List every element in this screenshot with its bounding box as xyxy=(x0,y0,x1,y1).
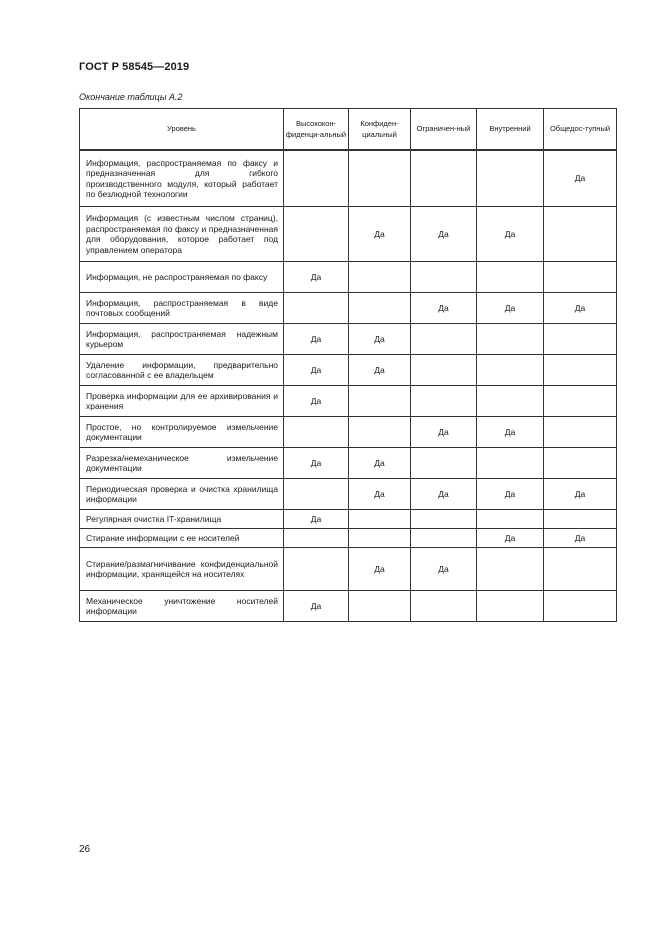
page-number: 26 xyxy=(79,844,91,855)
cell-restricted xyxy=(411,447,477,478)
cell-public: Да xyxy=(544,528,617,547)
cell-internal: Да xyxy=(477,206,544,261)
table-row xyxy=(80,385,617,416)
cell-confidential xyxy=(349,528,411,547)
cell-public xyxy=(544,261,617,292)
cell-internal xyxy=(477,150,544,206)
cell-confidential xyxy=(349,416,411,447)
header-level: Уровень xyxy=(80,109,284,151)
cell-restricted: Да xyxy=(411,292,477,323)
cell-restricted: Да xyxy=(411,416,477,447)
table-row xyxy=(80,261,617,292)
row-level: Стирание/размагничивание конфиденциальной информации, хранящейся на носителях xyxy=(80,547,284,590)
cell-top-secret xyxy=(284,150,349,206)
table-row xyxy=(80,292,617,323)
row-level: Периодическая проверка и очистка хранилища информации xyxy=(80,478,284,509)
cell-confidential xyxy=(349,261,411,292)
cell-public xyxy=(544,547,617,590)
cell-internal: Да xyxy=(477,528,544,547)
table-row xyxy=(80,206,617,261)
row-level: Проверка информации для ее архивирования и хранения xyxy=(80,385,284,416)
cell-internal xyxy=(477,509,544,528)
cell-internal: Да xyxy=(477,478,544,509)
cell-top-secret xyxy=(284,478,349,509)
cell-public: Да xyxy=(544,292,617,323)
row-level: Механическое уничтожение носителей информации xyxy=(80,590,284,621)
classification-table xyxy=(79,108,617,622)
header-top-secret: Высококон-фиденци-альный xyxy=(284,109,349,151)
cell-confidential: Да xyxy=(349,354,411,385)
row-level: Простое, но контролируемое измельчение документации xyxy=(80,416,284,447)
cell-top-secret: Да xyxy=(284,323,349,354)
cell-internal xyxy=(477,385,544,416)
cell-internal: Да xyxy=(477,416,544,447)
cell-confidential xyxy=(349,150,411,206)
cell-internal xyxy=(477,590,544,621)
cell-confidential xyxy=(349,385,411,416)
cell-restricted: Да xyxy=(411,547,477,590)
row-level: Удаление информации, предварительно согласованной с ее владельцем xyxy=(80,354,284,385)
table-caption: Окончание таблицы А.2 xyxy=(79,92,183,102)
cell-top-secret xyxy=(284,528,349,547)
table-row xyxy=(80,150,617,206)
cell-top-secret: Да xyxy=(284,447,349,478)
header-restricted: Ограничен-ный xyxy=(411,109,477,151)
cell-restricted xyxy=(411,354,477,385)
cell-internal xyxy=(477,323,544,354)
cell-public xyxy=(544,509,617,528)
cell-confidential: Да xyxy=(349,547,411,590)
table-row xyxy=(80,447,617,478)
cell-public xyxy=(544,416,617,447)
table-row xyxy=(80,509,617,528)
cell-internal xyxy=(477,354,544,385)
cell-public xyxy=(544,206,617,261)
cell-restricted xyxy=(411,509,477,528)
cell-top-secret xyxy=(284,416,349,447)
row-level: Регулярная очистка IT-хранилища xyxy=(80,509,284,528)
table-header-row xyxy=(80,109,617,151)
row-level: Стирание информации с ее носителей xyxy=(80,528,284,547)
cell-top-secret: Да xyxy=(284,590,349,621)
table-body xyxy=(80,150,617,621)
header-confidential: Конфиден-циальный xyxy=(349,109,411,151)
cell-public: Да xyxy=(544,150,617,206)
cell-restricted xyxy=(411,323,477,354)
cell-internal: Да xyxy=(477,292,544,323)
document-code: ГОСТ Р 58545—2019 xyxy=(79,61,190,73)
table-row xyxy=(80,478,617,509)
cell-public xyxy=(544,590,617,621)
cell-confidential: Да xyxy=(349,323,411,354)
cell-top-secret: Да xyxy=(284,509,349,528)
cell-public xyxy=(544,323,617,354)
cell-public xyxy=(544,354,617,385)
row-level: Информация, не распространяемая по факсу xyxy=(80,261,284,292)
row-level: Информация, распространяемая надежным курьером xyxy=(80,323,284,354)
row-level: Разрезка/немеханическое измельчение документации xyxy=(80,447,284,478)
cell-top-secret: Да xyxy=(284,385,349,416)
cell-public xyxy=(544,385,617,416)
row-level: Информация, распространяемая по факсу и предназначенная для гибкого производственного модуля, который работает по безлюдной технологии xyxy=(80,150,284,206)
cell-confidential: Да xyxy=(349,447,411,478)
table-row xyxy=(80,416,617,447)
cell-restricted xyxy=(411,150,477,206)
cell-restricted: Да xyxy=(411,206,477,261)
row-level: Информация (с известным числом страниц), распространяемая по факсу и предназначенная для оборудования, которое работает под управлением оператора xyxy=(80,206,284,261)
cell-internal xyxy=(477,547,544,590)
table-row xyxy=(80,547,617,590)
cell-internal xyxy=(477,261,544,292)
table-row xyxy=(80,528,617,547)
cell-top-secret xyxy=(284,292,349,323)
table-row xyxy=(80,323,617,354)
table-row xyxy=(80,590,617,621)
cell-confidential xyxy=(349,292,411,323)
cell-top-secret xyxy=(284,206,349,261)
cell-confidential: Да xyxy=(349,206,411,261)
row-level: Информация, распространяемая в виде почтовых сообщений xyxy=(80,292,284,323)
table-row xyxy=(80,354,617,385)
cell-public: Да xyxy=(544,478,617,509)
cell-restricted xyxy=(411,385,477,416)
cell-confidential: Да xyxy=(349,478,411,509)
cell-confidential xyxy=(349,509,411,528)
cell-restricted xyxy=(411,261,477,292)
cell-top-secret: Да xyxy=(284,261,349,292)
cell-public xyxy=(544,447,617,478)
cell-restricted xyxy=(411,528,477,547)
cell-top-secret: Да xyxy=(284,354,349,385)
cell-restricted: Да xyxy=(411,478,477,509)
header-internal: Внутренний xyxy=(477,109,544,151)
header-public: Общедос-тупный xyxy=(544,109,617,151)
cell-confidential xyxy=(349,590,411,621)
cell-top-secret xyxy=(284,547,349,590)
cell-internal xyxy=(477,447,544,478)
cell-restricted xyxy=(411,590,477,621)
